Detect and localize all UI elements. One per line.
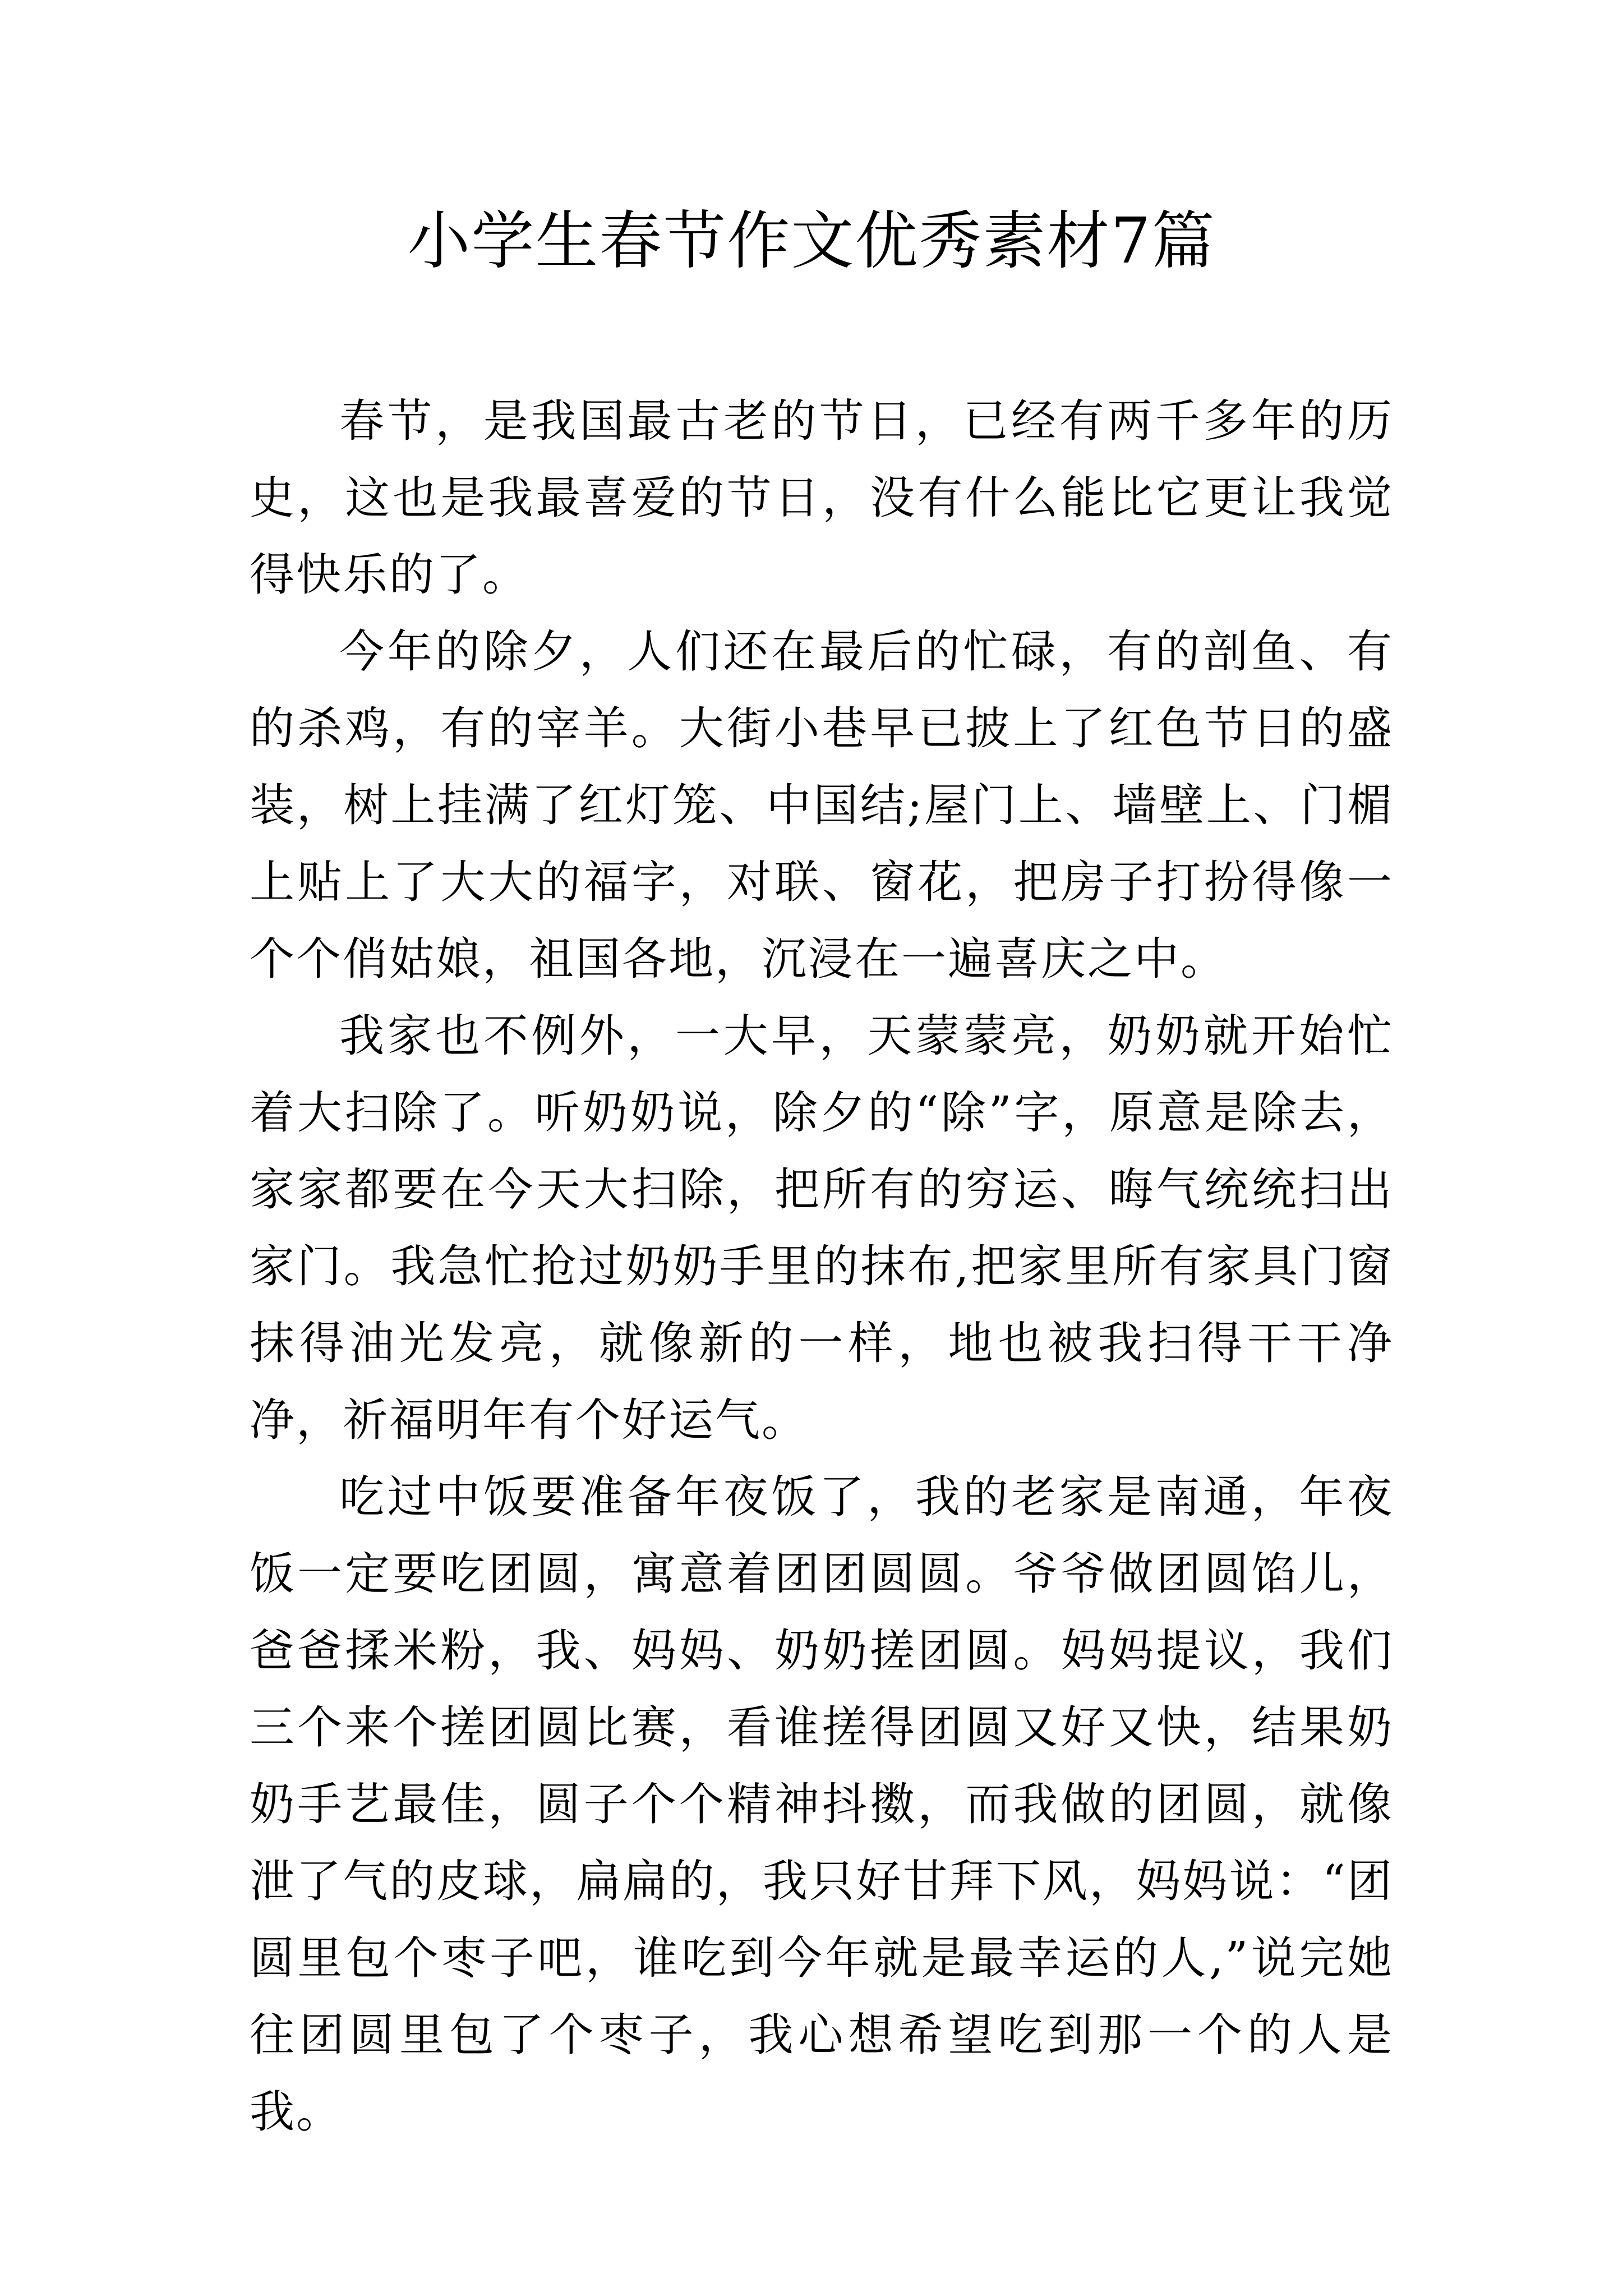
document-title: 小学生春节作文优秀素材7篇 <box>407 205 1216 278</box>
paragraph-4: 吃过中饭要准备年夜饭了，我的老家是南通，年夜饭一定要吃团圆，寓意着团团圆圆。爷爷做团圆馅儿，爸爸揉米粉，我、妈妈、奶奶搓团圆。妈妈提议，我们三个来个搓团圆比赛，看谁搓得团圆又好又快，结果奶奶手艺最佳，圆子个个精神抖擞，而我做的团圆，就像泄了气的皮球，扁扁的，我只好甘拜下风，妈妈说：“团圆里包个枣子吧，谁吃到今年就是最幸运的人,”说完她往团圆里包了个枣子，我心想希望吃到那一个的人是我。 <box>250 1471 1394 2138</box>
paragraph-3: 我家也不例外，一大早，天蒙蒙亮，奶奶就开始忙着大扫除了。听奶奶说，除夕的“除”字，原意是除去，家家都要在今天大扫除，把所有的穷运、晦气统统扫出家门。我急忙抢过奶奶手里的抹布,把家里所有家具门窗抹得油光发亮，就像新的一样，地也被我扫得干干净净，祈福明年有个好运气。 <box>250 1010 1394 1446</box>
paragraph-1: 春节，是我国最古老的节日，已经有两千多年的历史，这也是我最喜爱的节日，没有什么能比它更让我觉得快乐的了。 <box>250 395 1394 601</box>
document-body <box>250 383 1394 2150</box>
paragraph-2: 今年的除夕，人们还在最后的忙碌，有的剖鱼、有的杀鸡，有的宰羊。大街小巷早已披上了红色节日的盛装，树上挂满了红灯笼、中国结;屋门上、墙壁上、门楣上贴上了大大的福字，对联、窗花，把房子打扮得像一个个俏姑娘，祖国各地，沉浸在一遍喜庆之中。 <box>250 625 1394 985</box>
